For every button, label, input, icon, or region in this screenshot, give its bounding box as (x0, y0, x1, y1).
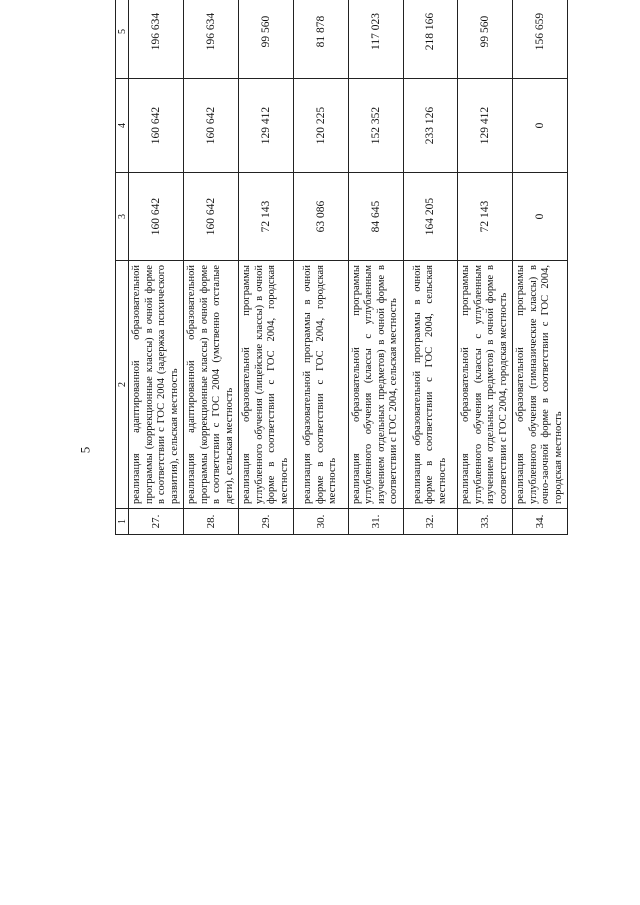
cell-col4: 120 225 (294, 79, 349, 173)
table-row (294, 0, 349, 535)
row-description: реализация образовательной программы углубленного обучения (гимназические классы) в очно-заочной форме в соответствии с ГОС 2004, городская местность (513, 261, 568, 509)
rotated-table-frame (115, 12, 618, 874)
row-description: реализация образовательной программы в очной форме в соответствии с ГОС 2004, городская местность (294, 261, 349, 509)
row-description: реализация образовательной программы в очной форме в соответствии с ГОС 2004, сельская местность (403, 261, 458, 509)
col-header-1: 1 (116, 509, 129, 535)
header-row (116, 0, 129, 535)
row-description: реализация адаптированной образовательной программы (коррекционные классы) в очной форме в соответствии с ГОС 2004 (умственно отсталые дети), сельская местность (184, 261, 239, 509)
row-number: 32. (403, 509, 458, 535)
table-row (513, 0, 568, 535)
col-header-3: 3 (116, 173, 129, 261)
row-description: реализация образовательной программы углубленного обучения (классы с углубленным изучением отдельных предметов) в очной форме в соответствии с ГОС 2004, сельская местность (348, 261, 403, 509)
row-description: реализация образовательной программы углубленного обучения (лицейские классы) в очной форме в соответствии с ГОС 2004, городская местность (239, 261, 294, 509)
row-number: 34. (513, 509, 568, 535)
col-header-5: 5 (116, 0, 129, 79)
row-number: 31. (348, 509, 403, 535)
page-number: 5 (77, 446, 93, 454)
row-number: 27. (129, 509, 184, 535)
cell-col5: 156 659 (513, 0, 568, 79)
cell-col4: 160 642 (184, 79, 239, 173)
cell-col3: 164 205 (403, 173, 458, 261)
cell-col5: 196 634 (129, 0, 184, 79)
cell-col5: 117 023 (348, 0, 403, 79)
row-description: реализация адаптированной образовательной программы (коррекционные классы) в очной форме в соответствии с ГОС 2004 (задержка психического развития), сельская местность (129, 261, 184, 509)
row-number: 28. (184, 509, 239, 535)
row-number: 33. (458, 509, 513, 535)
col-header-2: 2 (116, 261, 129, 509)
tariff-table (115, 0, 568, 535)
cell-col3: 160 642 (184, 173, 239, 261)
cell-col3: 63 086 (294, 173, 349, 261)
cell-col4: 233 126 (403, 79, 458, 173)
cell-col3: 84 645 (348, 173, 403, 261)
cell-col3: 0 (513, 173, 568, 261)
cell-col5: 196 634 (184, 0, 239, 79)
cell-col4: 152 352 (348, 79, 403, 173)
cell-col3: 160 642 (129, 173, 184, 261)
table-row (184, 0, 239, 535)
table-row (403, 0, 458, 535)
row-number: 30. (294, 509, 349, 535)
cell-col5: 99 560 (239, 0, 294, 79)
table-row (239, 0, 294, 535)
cell-col4: 129 412 (239, 79, 294, 173)
row-description: реализация образовательной программы углубленного обучения (классы с углубленным изучением отдельных предметов) в очной форме в соответствии с ГОС 2004, городская местность (458, 261, 513, 509)
col-header-4: 4 (116, 79, 129, 173)
table-container (115, 0, 618, 535)
row-number: 29. (239, 509, 294, 535)
cell-col5: 99 560 (458, 0, 513, 79)
cell-col3: 72 143 (239, 173, 294, 261)
cell-col4: 0 (513, 79, 568, 173)
cell-col5: 218 166 (403, 0, 458, 79)
cell-col5: 81 878 (294, 0, 349, 79)
table-row (129, 0, 184, 535)
cell-col4: 129 412 (458, 79, 513, 173)
cell-col3: 72 143 (458, 173, 513, 261)
cell-col4: 160 642 (129, 79, 184, 173)
table-row (458, 0, 513, 535)
table-row (348, 0, 403, 535)
